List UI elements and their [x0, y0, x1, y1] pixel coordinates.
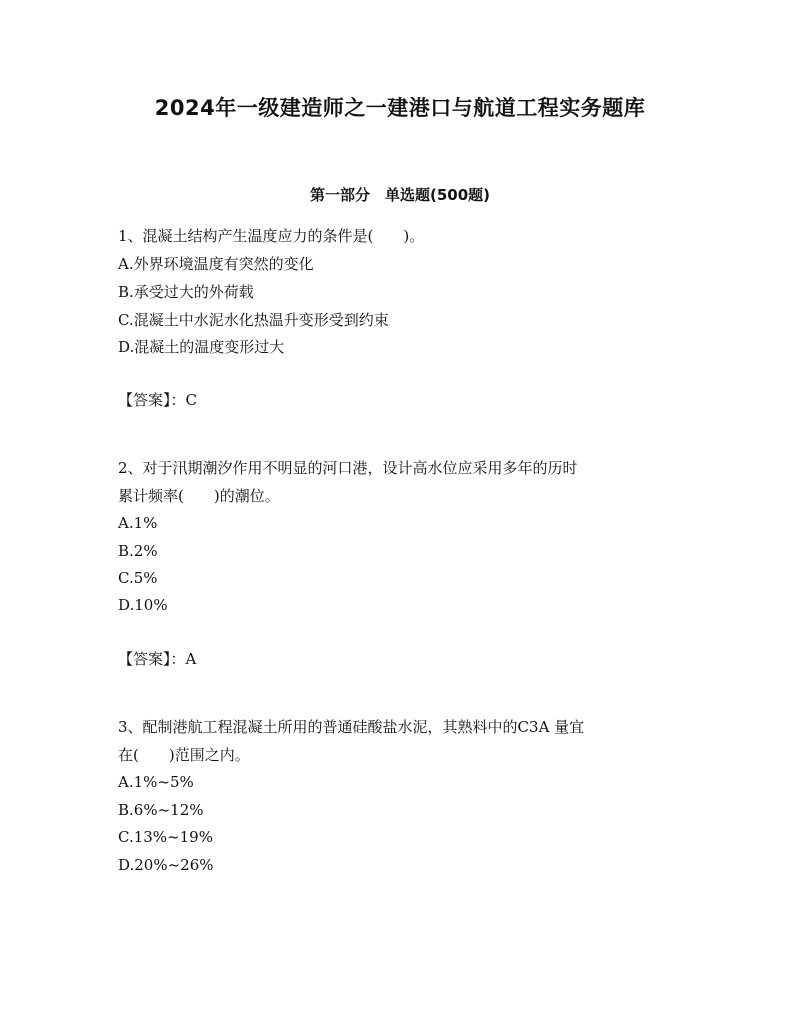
- option-b: B.2%: [118, 542, 158, 560]
- section-title: 第一部分 单选题(500题): [309, 186, 491, 204]
- question-stem-line-2: 在( )范围之内。: [118, 746, 250, 764]
- answer: 【答案】：A: [118, 650, 197, 668]
- document-title: 2024年一级建造师之一建港口与航道工程实务题库: [154, 96, 646, 120]
- option-c: C.5%: [118, 569, 158, 587]
- question-stem-line-1: 2、对于汛期潮汐作用不明显的河口港，设计高水位应采用多年的历时: [118, 459, 578, 477]
- option-d: D.混凝土的温度变形过大: [118, 338, 285, 356]
- question-stem-line-1: 3、配制港航工程混凝土所用的普通硅酸盐水泥，其熟料中的C3A 量宜: [118, 718, 585, 736]
- option-b: B.6%~12%: [118, 801, 204, 819]
- option-a: A.外界环境温度有突然的变化: [118, 255, 314, 273]
- option-d: D.10%: [118, 596, 168, 614]
- option-c: C.13%~19%: [118, 828, 213, 846]
- option-a: A.1%~5%: [118, 773, 194, 791]
- answer: 【答案】：C: [118, 391, 197, 409]
- option-c: C.混凝土中水泥水化热温升变形受到约束: [118, 311, 389, 329]
- option-b: B.承受过大的外荷载: [118, 283, 254, 301]
- option-a: A.1%: [118, 514, 158, 532]
- question-stem: 1、混凝土结构产生温度应力的条件是( )。: [118, 227, 425, 245]
- option-d: D.20%~26%: [118, 856, 214, 874]
- question-stem-line-2: 累计频率( )的潮位。: [118, 487, 280, 505]
